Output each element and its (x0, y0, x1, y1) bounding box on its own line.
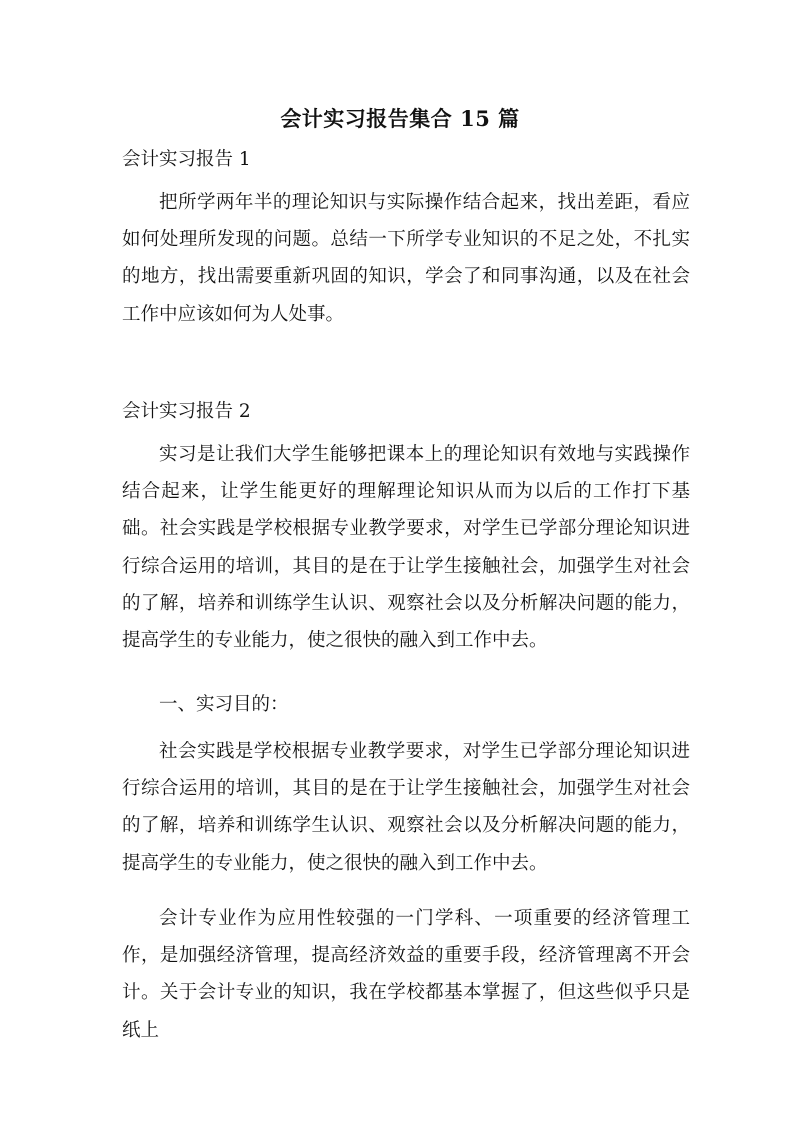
report-2-heading: 会计实习报告 2 (122, 401, 251, 422)
report-1-paragraph: 把所学两年半的理论知识与实际操作结合起来，找出差距，看应如何处理所发现的问题。总结一下所学专业知识的不足之处，不扎实的地方，找出需要重新巩固的知识，学会了和同事沟通，以及在社会工作中应该如何为人处事。 (122, 192, 690, 325)
report-1-heading: 会计实习报告 1 (122, 149, 251, 170)
report-2-paragraph-3: 会计专业作为应用性较强的一门学科、一项重要的经济管理工作，是加强经济管理，提高经济效益的重要手段，经济管理离不开会计。关于会计专业的知识，我在学校都基本掌握了，但这些似乎只是纸上 (122, 908, 690, 1041)
report-2-subheading: 一、实习目的： (159, 694, 289, 715)
report-2-paragraph-2: 社会实践是学校根据专业教学要求，对学生已学部分理论知识进行综合运用的培训，其目的是在于让学生接触社会，加强学生对社会的了解，培养和训练学生认识、观察社会以及分析解决问题的能力，提高学生的专业能力，使之很快的融入到工作中去。 (122, 741, 690, 874)
report-2-paragraph-1: 实习是让我们大学生能够把课本上的理论知识有效地与实践操作结合起来，让学生能更好的理解理论知识从而为以后的工作打下基础。社会实践是学校根据专业教学要求，对学生已学部分理论知识进行综合运用的培训，其目的是在于让学生接触社会，加强学生对社会的了解，培养和训练学生认识、观察社会以及分析解决问题的能力，提高学生的专业能力，使之很快的融入到工作中去。 (122, 444, 690, 652)
document-title: 会计实习报告集合 15 篇 (280, 106, 520, 131)
